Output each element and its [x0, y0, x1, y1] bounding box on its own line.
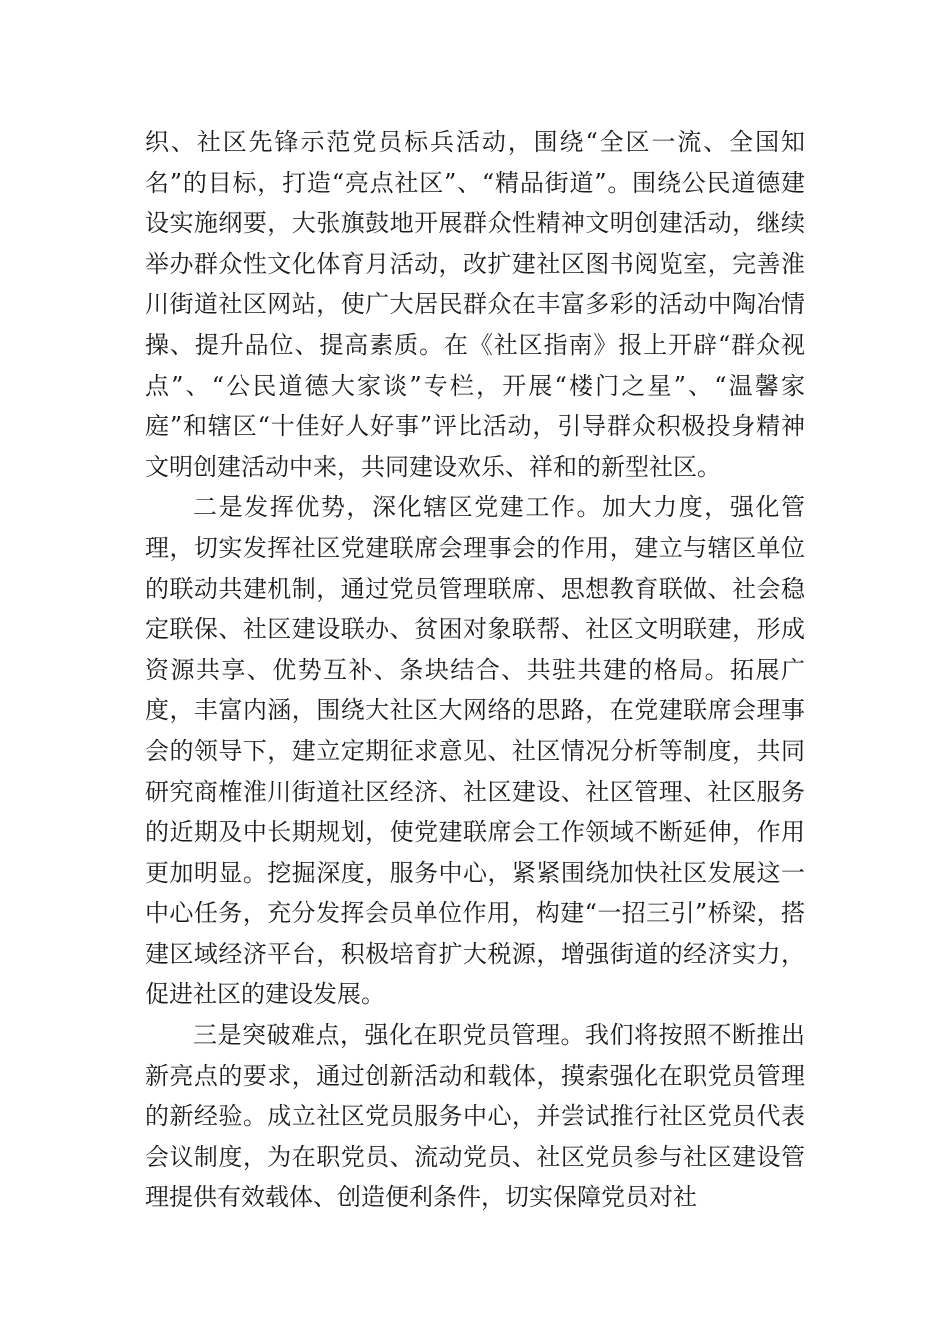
paragraph-party-building: 二是发挥优势，深化辖区党建工作。加大力度，强化管理，切实发挥社区党建联席会理事会的作用，建立与辖区单位的联动共建机制，通过党员管理联席、思想教育联做、社会稳定联保、社区建设联办、贫困对象联帮、社区文明联建，形成资源共享、优势互补、条块结合、共驻共建的格局。拓展广度，丰富内涵，围绕大社区大网络的思路，在党建联席会理事会的领导下，建立定期征求意见、社区情况分析等制度，共同研究商榷淮川街道社区经济、社区建设、社区管理、社区服务的近期及中长期规划，使党建联席会工作领域不断延伸，作用更加明显。挖掘深度，服务中心，紧紧围绕加快社区发展这一中心任务，充分发挥会员单位作用，构建“一招三引”桥梁，搭建区域经济平台，积极培育扩大税源，增强街道的经济实力，促进社区的建设发展。 — [145, 493, 805, 1009]
paragraph-continued: 织、社区先锋示范党员标兵活动，围绕“全区一流、全国知名”的目标，打造“亮点社区”、“精品街道”。围绕公民道德建设实施纲要，大张旗鼓地开展群众性精神文明创建活动，继续举办群众性文化体育月活动，改扩建社区图书阅览室，完善淮川街道社区网站，使广大居民群众在丰富多彩的活动中陶冶情操、提升品位、提高素质。在《社区指南》报上开辟“群众视点”、“公民道德大家谈”专栏，开展“楼门之星”、“温馨家庭”和辖区“十佳好人好事”评比活动，引导群众积极投身精神文明创建活动中来，共同建设欢乐、祥和的新型社区。 — [145, 128, 805, 481]
paragraph-member-management: 三是突破难点，强化在职党员管理。我们将按照不断推出新亮点的要求，通过创新活动和载体，摸索强化在职党员管理的新经验。成立社区党员服务中心，并尝试推行社区党员代表会议制度，为在职党员、流动党员、社区党员参与社区建设管理提供有效载体、创造便利条件，切实保障党员对社 — [145, 1021, 805, 1212]
document-body — [145, 122, 805, 1218]
